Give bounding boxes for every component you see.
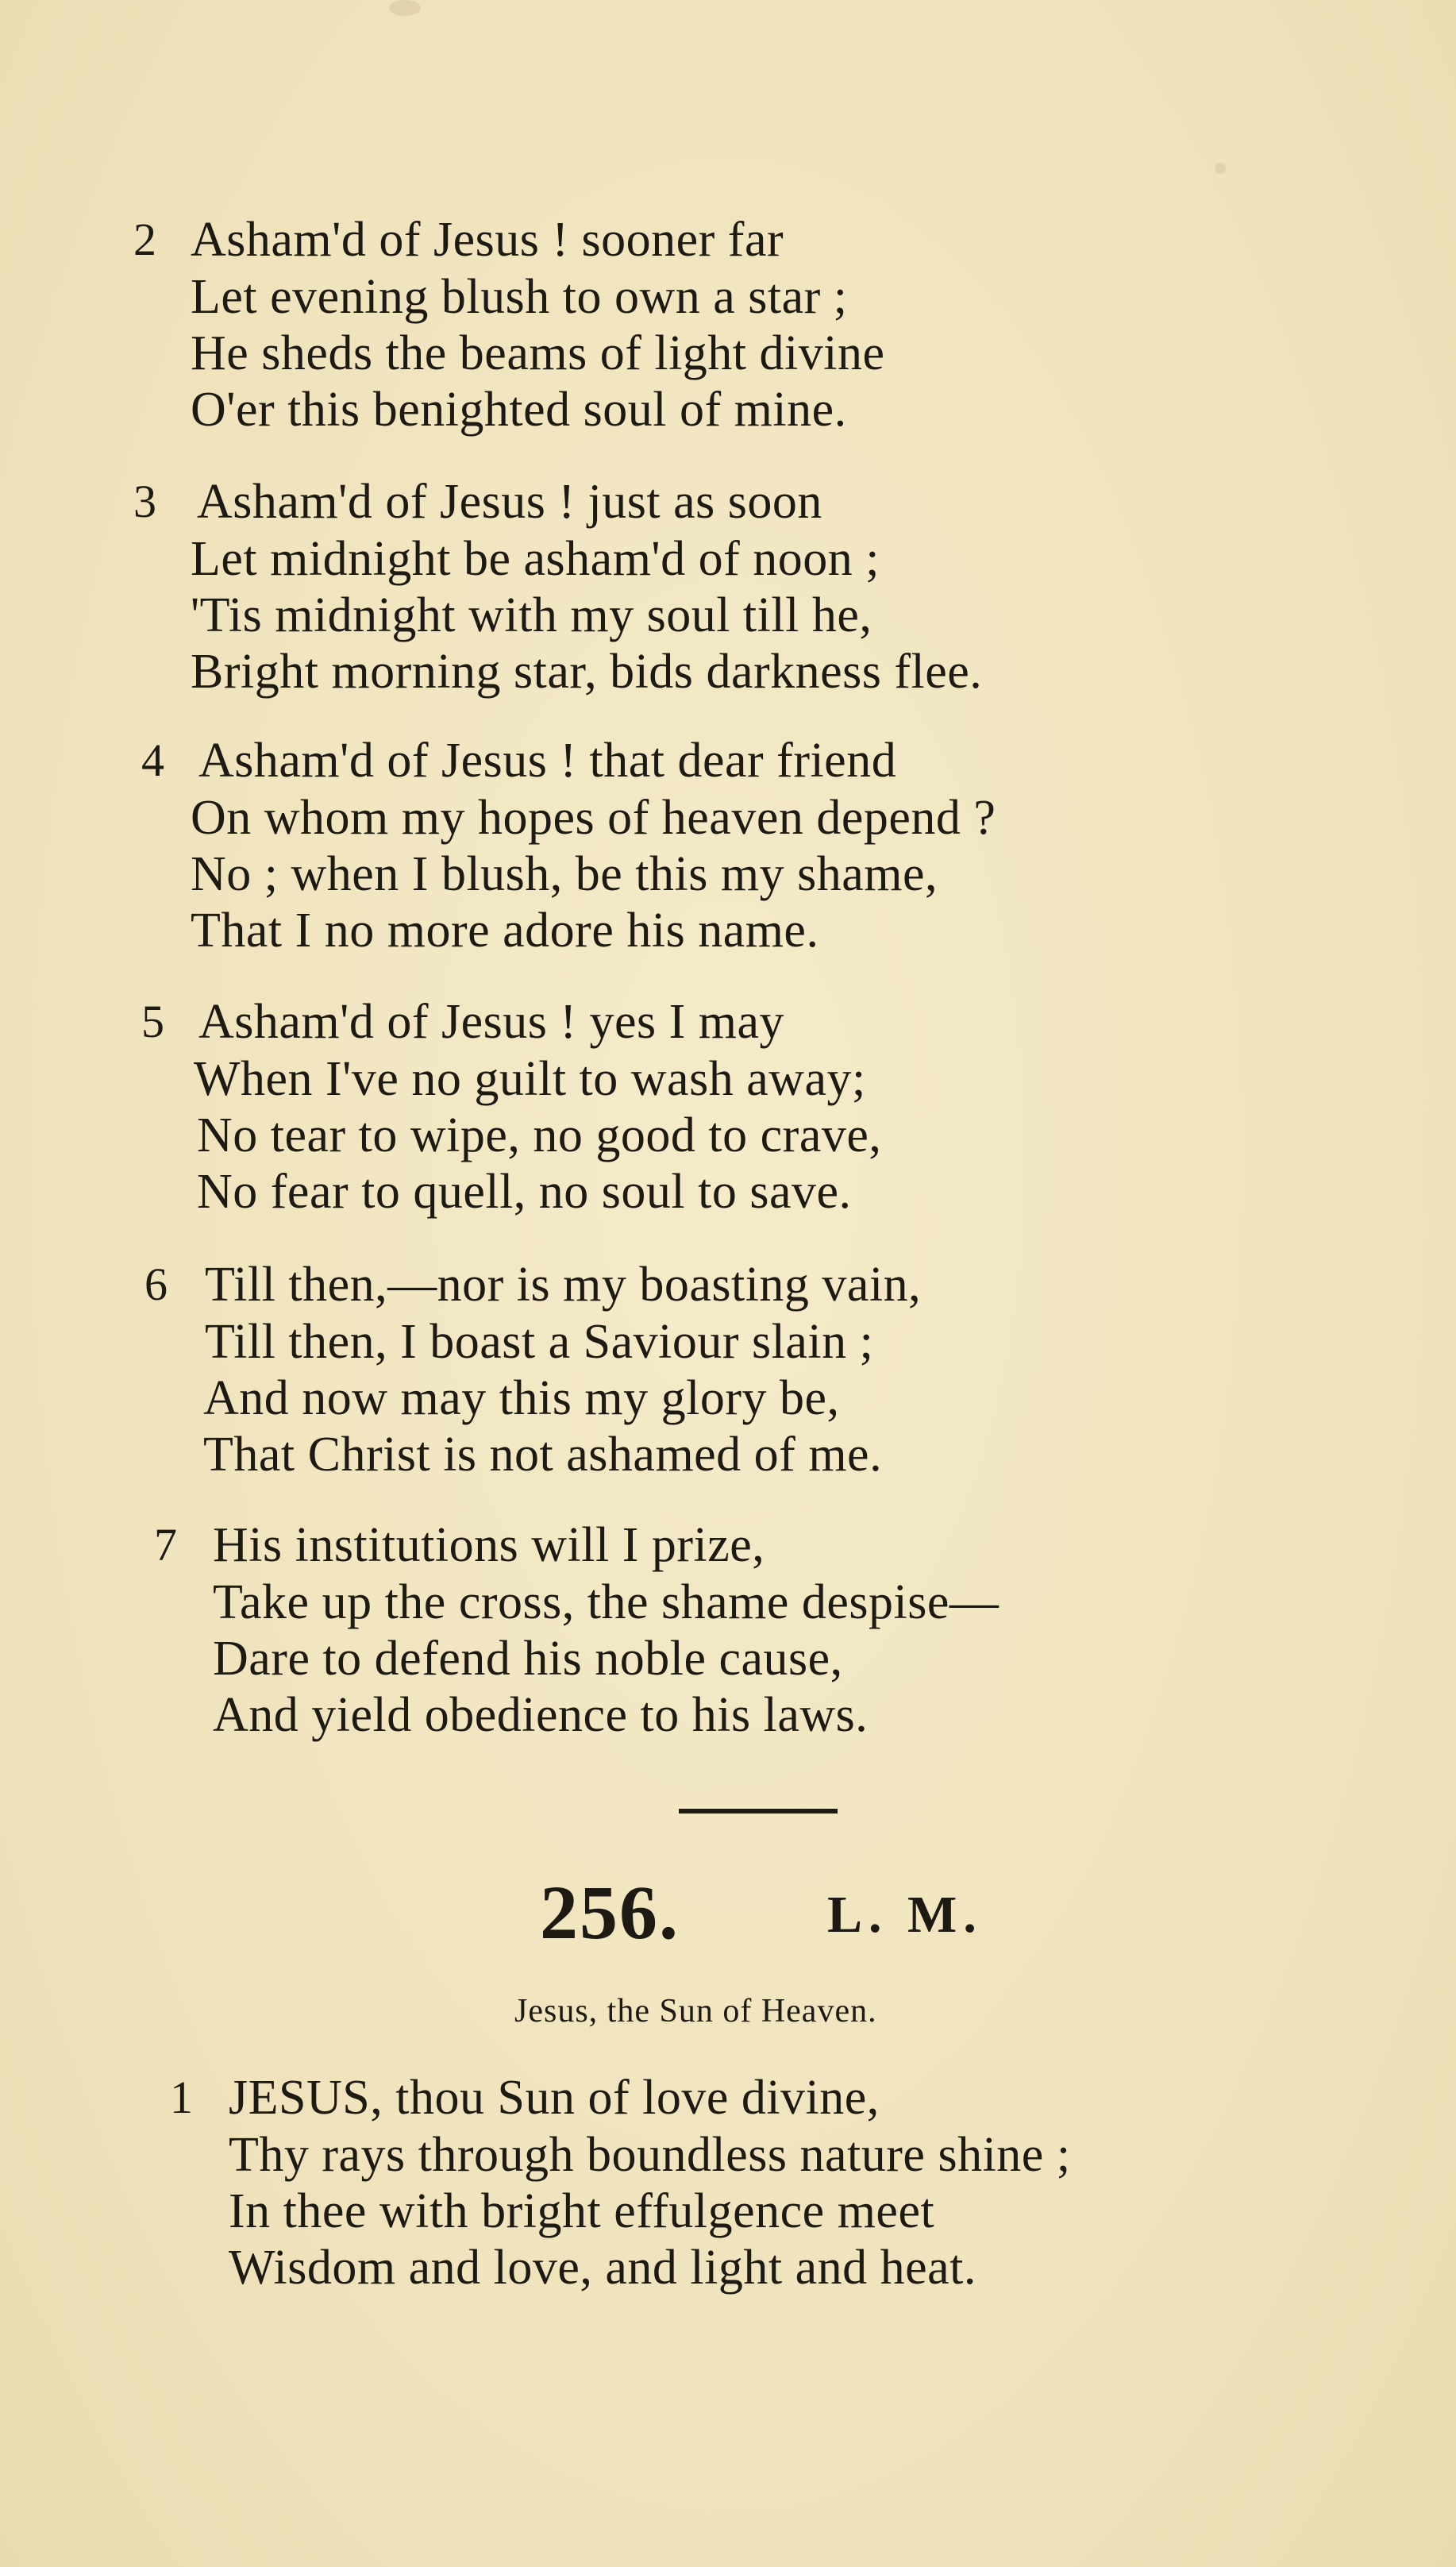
verse-line: Wisdom and love, and light and heat. bbox=[229, 2241, 976, 2295]
stanza-number: 1 bbox=[170, 2072, 193, 2123]
verse-line: His institutions will I prize, bbox=[213, 1518, 765, 1572]
verse-line: No ; when I blush, be this my shame, bbox=[191, 847, 938, 901]
hymn-number: 256. bbox=[540, 1870, 680, 1955]
verse-line: When I've no guilt to wash away; bbox=[194, 1052, 866, 1106]
verse-line: And yield obedience to his laws. bbox=[213, 1688, 869, 1742]
verse-line: No fear to quell, no soul to save. bbox=[197, 1165, 852, 1219]
verse-line: Dare to defend his noble cause, bbox=[213, 1632, 843, 1686]
verse-line: Let midnight be asham'd of noon ; bbox=[191, 532, 880, 586]
stanza-number: 3 bbox=[133, 476, 156, 527]
stanza-number: 6 bbox=[144, 1258, 168, 1310]
verse-line: Asham'd of Jesus ! yes I may bbox=[198, 995, 785, 1049]
verse-line: Till then, I boast a Saviour slain ; bbox=[205, 1315, 874, 1369]
verse-line: That Christ is not ashamed of me. bbox=[203, 1428, 883, 1482]
paper-stain bbox=[389, 0, 421, 16]
verse-line: Asham'd of Jesus ! that dear friend bbox=[198, 734, 897, 788]
verse-line: He sheds the beams of light divine bbox=[191, 326, 885, 380]
verse-line: Thy rays through boundless nature shine ; bbox=[229, 2128, 1071, 2182]
stanza-number: 7 bbox=[154, 1519, 177, 1571]
verse-line: Take up the cross, the shame despise— bbox=[213, 1575, 1000, 1629]
verse-line: JESUS, thou Sun of love divine, bbox=[229, 2071, 880, 2125]
hymn-meter: L. M. bbox=[827, 1886, 983, 1944]
stanza-number: 2 bbox=[133, 214, 156, 265]
section-divider bbox=[679, 1809, 838, 1813]
verse-line: Till then,—nor is my boasting vain, bbox=[205, 1258, 922, 1312]
verse-line: Bright morning star, bids darkness flee. bbox=[191, 645, 983, 699]
stanza-number: 4 bbox=[141, 734, 164, 786]
verse-line: Asham'd of Jesus ! just as soon bbox=[197, 475, 822, 529]
paper-stain bbox=[1215, 163, 1226, 174]
verse-line: Asham'd of Jesus ! sooner far bbox=[191, 213, 784, 267]
verse-line: On whom my hopes of heaven depend ? bbox=[191, 791, 996, 845]
hymn-title: Jesus, the Sun of Heaven. bbox=[514, 1993, 877, 2029]
verse-line: Let evening blush to own a star ; bbox=[191, 270, 848, 324]
verse-line: O'er this benighted soul of mine. bbox=[191, 383, 847, 437]
verse-line: That I no more adore his name. bbox=[191, 904, 819, 958]
verse-line: No tear to wipe, no good to crave, bbox=[197, 1108, 882, 1162]
stanza-number: 5 bbox=[141, 996, 164, 1047]
verse-line: In thee with bright effulgence meet bbox=[229, 2184, 935, 2238]
verse-line: 'Tis midnight with my soul till he, bbox=[191, 588, 872, 642]
verse-line: And now may this my glory be, bbox=[203, 1371, 840, 1425]
